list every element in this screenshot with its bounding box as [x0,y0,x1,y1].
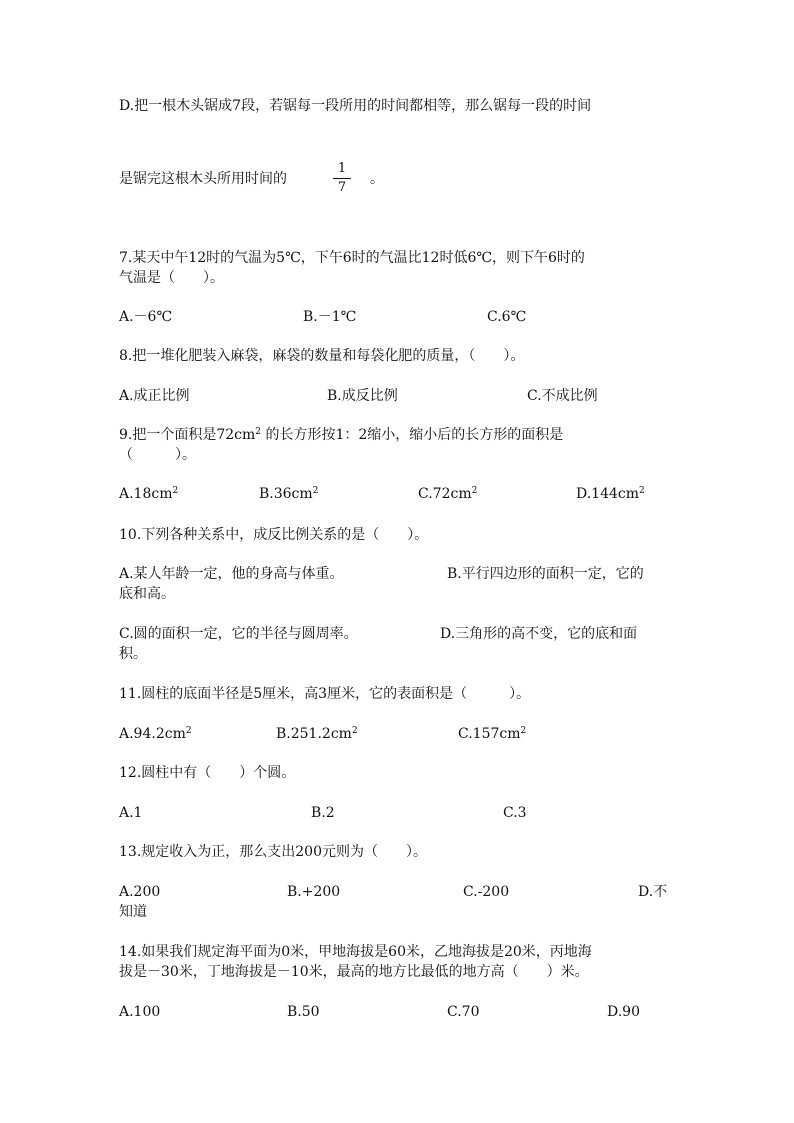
q9-stem-line1: 9.把一个面积是$72cm^2$ 的长方形按1：2缩小，缩小后的长方形的面积是 [119,427,564,443]
q11-option-c[interactable]: $C.157cm^2$ [458,726,527,742]
q10-option-c[interactable]: C.圆的面积一定，它的半径与圆周率。 [119,626,358,642]
q14-option-c[interactable]: C.70 [447,1004,480,1020]
q13-option-c[interactable]: C.-200 [463,884,510,900]
q8-stem: 8.把一堆化肥装入麻袋，麻袋的数量和每袋化肥的质量，（ ）。 [119,348,525,364]
q9-option-a[interactable]: $A.18cm^2$ [119,486,179,502]
q12-option-b[interactable]: B.2 [311,805,335,821]
q11-option-a[interactable]: $A.94.2cm^2$ [119,726,192,742]
q14-option-d[interactable]: D.90 [607,1004,640,1020]
q12-option-a[interactable]: A.1 [119,805,143,821]
q13-stem: 13.规定收入为正，那么支出200元则为（ ）。 [119,844,427,860]
q12-stem: 12.圆柱中有（ ）个圆。 [119,765,296,781]
q10-option-a[interactable]: A.某人年龄一定，他的身高与体重。 [119,566,344,582]
q11-option-b[interactable]: $B.251.2cm^2$ [276,726,358,742]
fraction-numerator: 1 [337,161,347,176]
q10-option-b-line1[interactable]: B.平行四边形的面积一定，它的 [447,566,644,582]
q14-stem-line1: 14.如果我们规定海平面为0米，甲地海拔是60米，乙地海拔是20米，丙地海 [119,944,592,960]
fraction-bar [333,178,351,179]
q12-option-c[interactable]: C.3 [503,805,527,821]
q10-option-d-line1[interactable]: D.三角形的高不变，它的底和面 [440,626,638,642]
q8-option-c[interactable]: C.不成比例 [527,388,598,404]
q8-option-a[interactable]: A.成正比例 [119,388,190,404]
q13-option-a[interactable]: A.200 [119,884,161,900]
q7-stem-line2: 气温是（ ）。 [119,270,224,286]
q13-option-d[interactable]: D.不 [638,884,668,900]
q10-option-b-line2: 底和高。 [119,586,175,602]
q9-option-c[interactable]: $C.72cm^2$ [418,486,478,502]
q7-option-c[interactable]: C.6℃ [487,309,527,325]
q7-option-a[interactable]: A.－6℃ [119,309,173,325]
q6-option-d-line1: D.把一根木头锯成7段，若锯每一段所用的时间都相等，那么锯每一段的时间 [119,98,592,114]
q14-option-b[interactable]: B.50 [287,1004,320,1020]
q9-stem-line2: （ ）。 [119,447,196,463]
q6-option-d-period: 。 [370,171,384,187]
q13-option-b[interactable]: B.+200 [287,884,341,900]
q7-stem-line1: 7.某天中午12时的气温为5℃，下午6时的气温比12时低6℃，则下午6时的 [119,250,585,266]
q13-option-d-line2: 知道 [119,904,147,920]
q9-option-d[interactable]: $D.144cm^2$ [576,486,645,502]
q6-option-d-line2: 是锯完这根木头所用时间的 [119,171,287,187]
q11-stem: 11.圆柱的底面半径是5厘米，高3厘米，它的表面积是（ ）。 [119,686,531,702]
q10-stem: 10.下列各种关系中，成反比例关系的是（ ）。 [119,527,429,543]
fraction-one-seventh [333,162,351,195]
q14-option-a[interactable]: A.100 [119,1004,161,1020]
q9-option-b[interactable]: $B.36cm^2$ [259,486,319,502]
q8-option-b[interactable]: B.成反比例 [327,388,398,404]
q7-option-b[interactable]: B.－1℃ [303,309,357,325]
q14-stem-line2: 拔是－30米，丁地海拔是－10米，最高的地方比最低的地方高（ ）米。 [119,964,589,980]
q10-option-d-line2: 积。 [119,646,147,662]
fraction-denominator: 7 [337,180,347,195]
